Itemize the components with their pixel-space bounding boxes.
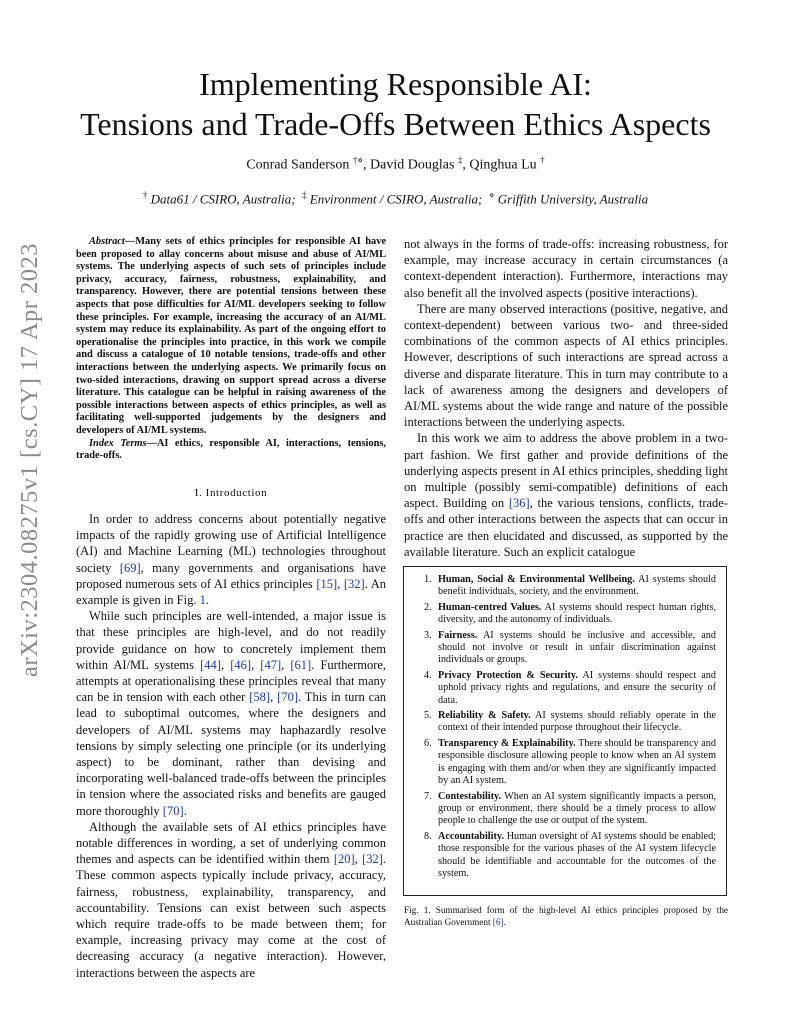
principle-number: 2.	[424, 601, 432, 613]
citation-link[interactable]: [20]	[333, 852, 355, 867]
principle-title: Accountability.	[438, 830, 504, 842]
principle-number: 8.	[424, 830, 432, 842]
body-paragraph	[76, 511, 386, 608]
principle-item	[424, 791, 716, 828]
author-mark: †⋄	[352, 155, 364, 165]
text-run: In this work we aim to address the above problem in a two-part fashion. We first gather and provide definitions of the underlying aspects present in AI ethics principles, shedding light on multiple (possibly semi-compatible) definitions of each aspect. Building on	[404, 431, 728, 511]
abstract-lead: Abstract	[89, 236, 125, 247]
title-line-2: Tensions and Trade-Offs Between Ethics Aspects	[80, 106, 711, 142]
left-column	[76, 236, 386, 981]
index-terms	[76, 438, 386, 463]
principle-title: Human, Social & Environmental Wellbeing.	[438, 574, 635, 585]
principles-list	[414, 574, 716, 880]
author-list: Conrad Sanderson †⋄, David Douglas ‡, Qinghua Lu †	[246, 155, 545, 173]
principle-number: 5.	[424, 710, 432, 722]
principle-number: 6.	[424, 737, 432, 749]
text-run: Fig. 1. Summarised form of the high-level AI ethics principles proposed by the Australian Government	[404, 905, 728, 927]
abstract-text: —Many sets of ethics principles for responsible AI have been proposed to allay concerns about misuse and abuse of AI/ML systems. The underlying aspects of such sets of principles include privacy, accuracy, fairness, robustness, explainability, and transparency. However, there are potential tensions between these aspects that pose difficulties for AI/ML developers seeking to follow these principles. For example, increasing the accuracy of an AI/ML system may reduce its explainability. As part of the ongoing effort to operationalise the principles into practice, in this work we compile and discuss a catalogue of 10 notable tensions, trade-offs and other interactions between the underlying aspects. We primarily focus on two-sided interactions, drawing on support spread across a diverse literature. This catalogue can be helpful in raising awareness of the possible interactions between aspects of ethics principles, as well as facilitating well-supported judgements by the designers and developers of AI/ML systems.	[76, 236, 386, 436]
text-run: . Furthermore, attempts at operationalising these principles reveal that many can be in tension with each other	[76, 657, 387, 705]
index-terms-lead: Index Terms	[89, 437, 147, 449]
affiliation-text: Data61 / CSIRO, Australia;	[150, 191, 296, 207]
principle-item	[424, 574, 716, 599]
principle-text: AI systems should be inclusive and accessible, and should not involve or result in unfair discrimination against individuals or groups.	[438, 629, 716, 666]
affiliations	[60, 190, 731, 207]
abstract	[76, 236, 386, 438]
citation-link[interactable]: [32]	[362, 852, 383, 867]
principle-text: There should be transparency and responsible disclosure allowing people to know when an AI system is engaging with them and/or when they are significantly impacted by an AI system.	[438, 737, 716, 787]
text-run: , the various tensions, conflicts, trade-offs and other interactions between the aspects that can occur in practice are then elucidated and discussed, as supported by the available literature. Such an explicit catalogue	[404, 496, 728, 559]
text-run: , many governments and organisations have proposed numerous sets of AI ethics principles	[76, 560, 386, 591]
text-run: ,	[281, 657, 291, 672]
text-run: In order to address concerns about potentially negative impacts of the rapidly growing use of Artificial Intelligence (AI) and Machine Learning (ML) technologies throughout society	[76, 511, 386, 575]
figure-caption	[404, 905, 728, 928]
citation-link[interactable]: [46]	[230, 657, 252, 672]
author-name: David Douglas	[370, 157, 455, 173]
index-terms-text: —AI ethics, responsible AI, interactions, tensions, trade-offs.	[76, 437, 386, 462]
figure-1-box	[403, 566, 727, 896]
text-run: ,	[270, 690, 278, 705]
arxiv-identifier: arXiv:2304.08275v1 [cs.CY] 17 Apr 2023	[16, 242, 44, 678]
principle-item	[424, 670, 716, 707]
body-paragraph: There are many observed interactions (positive, negative, and context-dependent) between various two- and three-sided combinations of the common aspects of AI ethics principles. However, descriptions of such interactions are spread across a diverse and disparate literature. This in turn may contribute to a lack of awareness among the designers and developers of AI/ML systems about the wide range and nature of the possible interactions between the underlying aspects.	[404, 301, 728, 430]
principle-text: AI systems should respect and uphold privacy rights and regulations, and ensure the security of data.	[438, 669, 716, 706]
principle-item	[424, 630, 716, 667]
citation-link[interactable]: [47]	[260, 657, 282, 672]
title-line-1: Implementing Responsible AI:	[199, 66, 592, 102]
citation-link[interactable]: [36]	[508, 496, 530, 511]
citation-link[interactable]: [70]	[277, 690, 298, 705]
principle-text: AI systems should respect human rights, diversity, and the autonomy of individuals.	[438, 601, 716, 626]
text-run: . This in turn can lead to suboptimal outcomes, where the designers and developers of AI/ML systems may haphazardly resolve tensions by simply selecting one principle (or its underlying aspect) to be dominant, rather than devising and incorporating well-balanced trade-offs between the principles in tension where the associated risks and benefits are gauged more thoroughly	[76, 690, 387, 818]
author-mark: ‡	[457, 155, 463, 165]
principle-title: Contestability.	[438, 790, 502, 802]
body-paragraph	[76, 819, 386, 981]
text-run: . These common aspects typically include privacy, accuracy, fairness, robustness, explainability, transparency, and accountability. Tensions can exist between such aspects which require trade-offs to be made between them; for example, increasing privacy may come at the cost of decreasing accuracy (a negative interaction). However, interactions between the aspects are	[76, 852, 387, 980]
body-paragraph	[76, 608, 386, 819]
citation-link[interactable]: [32]	[343, 576, 365, 591]
affiliation-text: Environment / CSIRO, Australia;	[309, 191, 483, 207]
principle-title: Transparency & Explainability.	[438, 737, 576, 749]
section-heading: I. Introduction	[194, 486, 268, 499]
affiliation-mark: †	[142, 190, 148, 200]
text-run: Although the available sets of AI ethics principles have notable differences in wording, a set of underlying common themes and aspects can be identified within them	[76, 819, 386, 867]
citation-link[interactable]: [69]	[119, 560, 141, 575]
affiliation-mark: ‡	[302, 190, 307, 200]
figure-link[interactable]: 1	[199, 592, 206, 607]
principle-text: Human oversight of AI systems should be enabled; those responsible for the various phases of the AI system lifecycle should be identifiable and accountable for the outcomes of the system.	[438, 830, 716, 879]
principle-number: 1.	[424, 574, 432, 585]
principle-text: When an AI system significantly impacts a person, group or environment, there should be a timely process to allow people to challenge the use or output of the system.	[438, 790, 716, 827]
body-paragraph	[404, 430, 728, 560]
affiliation-mark: ⋄	[488, 190, 495, 200]
body-paragraph: not always in the forms of trade-offs: increasing robustness, for example, may increase accuracy in certain circumstances (a context-dependent interaction). Furthermore, interactions may also benefit all the involved aspects (positive interactions).	[404, 237, 728, 300]
author-name: Conrad Sanderson	[246, 157, 350, 173]
text-run: ,	[354, 852, 363, 867]
principle-item	[424, 738, 716, 788]
principle-number: 7.	[424, 790, 432, 802]
author-name: Qinghua Lu	[469, 157, 537, 173]
principle-title: Reliability & Safety.	[438, 710, 531, 722]
principle-title: Privacy Protection & Security.	[438, 669, 579, 681]
affiliation-text: Griffith University, Australia	[497, 191, 649, 207]
principle-text: AI systems should benefit individuals, society, and the environment.	[438, 574, 716, 598]
principle-item	[424, 831, 716, 881]
text-run: .	[503, 916, 506, 927]
principle-title: Human-centred Values.	[438, 601, 542, 613]
text-run: .	[205, 592, 209, 607]
citation-link[interactable]: [44]	[200, 657, 221, 672]
principle-number: 3.	[424, 629, 432, 641]
text-run: . An example is given in Fig.	[76, 576, 387, 607]
principle-text: AI systems should reliably operate in the context of their intended purpose throughout their lifecycle.	[438, 710, 716, 734]
citation-link[interactable]: [70]	[162, 803, 184, 818]
author-mark: †	[540, 155, 545, 165]
text-run: ,	[220, 657, 231, 672]
citation-link[interactable]: [61]	[290, 657, 312, 672]
right-column	[404, 236, 728, 560]
principle-item	[424, 602, 716, 627]
paper-title	[60, 64, 731, 144]
principle-item	[424, 710, 716, 735]
arxiv-side-stamp	[8, 240, 52, 680]
citation-link[interactable]: [58]	[249, 690, 271, 705]
citation-link[interactable]: [15]	[316, 576, 338, 591]
citation-link[interactable]: [6]	[492, 916, 504, 927]
text-run: ,	[251, 657, 261, 672]
text-run: .	[183, 803, 187, 818]
principle-number: 4.	[424, 669, 432, 681]
text-run: ,	[337, 576, 344, 591]
principle-title: Fairness.	[438, 629, 478, 641]
text-run: While such principles are well-intended, a major issue is that these principles are high-level, and do not readily provide guidance on how to concretely implement them within AI/ML systems	[76, 609, 386, 672]
